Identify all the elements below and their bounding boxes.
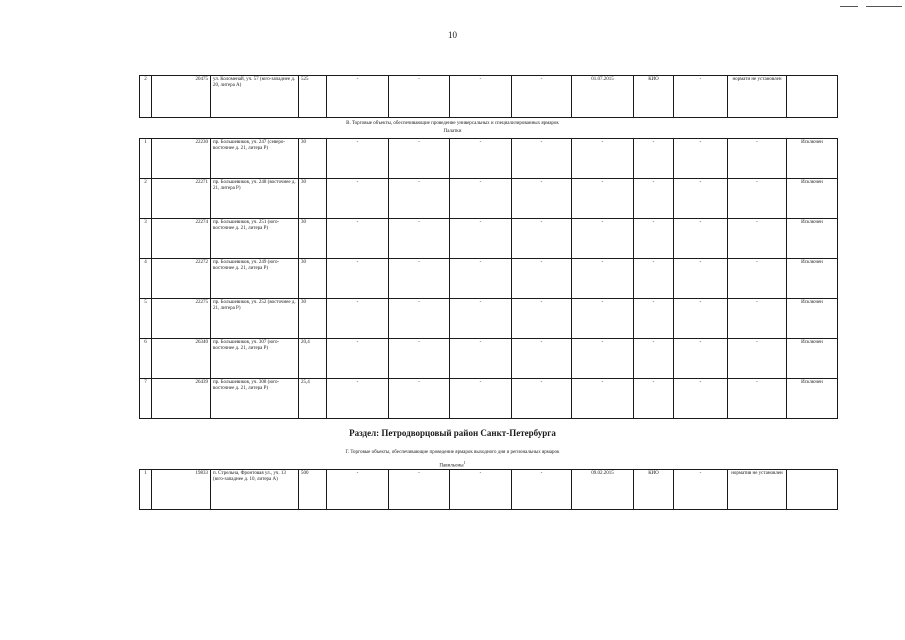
cell-org: КИО [634,470,674,510]
cell-col9: - [572,139,634,179]
table-row [140,259,838,299]
cell-col12: - [728,379,787,419]
cell-status: нормати не установлен [728,76,787,118]
table-b [139,138,838,419]
table-row [140,219,838,259]
footnote-marker: 1 [463,460,466,465]
cell-area: 30 [299,259,327,299]
cell-col9: - [572,259,634,299]
cell-id: 22272 [152,259,211,299]
cell-area: 525 [299,76,327,118]
cell-col6: - [389,259,450,299]
subcaption-c-text: Павильоны [439,463,464,469]
cell-col11: - [674,179,728,219]
cell-col10: - [634,339,674,379]
cell-no: 5 [140,299,152,339]
cell-col7: - [450,339,512,379]
cell-address: пр. Большевиков, уч. 249 (юго-восточнее д. 21, литера Р) [211,259,299,299]
cell-col5: - [327,139,389,179]
cell-col5: - [327,179,389,219]
cell-col7: - [450,299,512,339]
cell-area: 30 [299,179,327,219]
cell-col9: - [572,219,634,259]
cell-col8: - [512,139,572,179]
page-number: 10 [448,30,457,40]
cell-status: Исключен [787,179,838,219]
cell-col11: - [674,76,728,118]
cell-date: 01.07.2015 [572,76,634,118]
cell-col7: - [450,139,512,179]
cell-status: норматив не установлен [728,470,787,510]
cell-col6: - [389,470,450,510]
cell-col11: - [674,379,728,419]
cell-id: 22275 [152,299,211,339]
cell-id: 22230 [152,139,211,179]
cell-last [787,76,838,118]
cell-col12: - [728,139,787,179]
cell-col9: - [572,339,634,379]
subcaption-c [0,460,905,469]
cell-status: Исключен [787,139,838,179]
cell-date: 09.02.2015 [572,470,634,510]
cell-no: 4 [140,259,152,299]
cell-col10: - [634,139,674,179]
caption-b: В. Торговые объекты, обеспечивающие проведение универсальных и специализированных ярмарок [346,121,559,126]
cell-no: 2 [140,179,152,219]
cell-id: 19833 [152,470,211,510]
cell-address: пр. Большевиков, уч. 247 (северо-восточнее д. 21, литера Р) [211,139,299,179]
cell-col8: - [512,179,572,219]
cell-id: 20475 [152,76,211,118]
cell-status: Исключен [787,299,838,339]
cell-no: 7 [140,379,152,419]
table-row [140,76,838,118]
cell-no: 2 [140,76,152,118]
cell-area: 20,4 [299,339,327,379]
corner-rule-left [840,6,858,7]
cell-col9: - [572,299,634,339]
table-row [140,379,838,419]
cell-col6: - [389,219,450,259]
cell-status: Исключен [787,379,838,419]
cell-col9: - [572,179,634,219]
cell-col10: - [634,379,674,419]
corner-rule-right [866,6,902,7]
cell-col8: - [512,470,572,510]
cell-col7: - [450,219,512,259]
cell-col5: - [327,379,389,419]
cell-address: пр. Большевиков, уч. 307 (юго-восточнее д. 21, литера Р) [211,339,299,379]
cell-col11: - [674,139,728,179]
cell-address: п. Стрельна, Фронтовая ул., уч. 13 (юго-западнее д. 10, литера А) [211,470,299,510]
cell-id: 22271 [152,179,211,219]
cell-col8: - [512,339,572,379]
cell-col10: - [634,219,674,259]
table-a [139,75,838,118]
cell-status: Исключен [787,219,838,259]
cell-col11: - [674,219,728,259]
cell-col10: - [634,299,674,339]
cell-id: 26439 [152,379,211,419]
cell-address: пр. Большевиков, уч. 252 (восточнее д. 21, литера Р) [211,299,299,339]
cell-col7: - [450,179,512,219]
cell-col11: - [674,259,728,299]
cell-no: 6 [140,339,152,379]
cell-col6: - [389,139,450,179]
cell-col7: - [450,470,512,510]
table-row [140,179,838,219]
cell-address: пр. Большевиков, уч. 248 (восточнее д. 21, литера Р) [211,179,299,219]
cell-address: пр. Большевиков, уч. 308 (юго-восточнее д. 21, литера Р) [211,379,299,419]
cell-no: 1 [140,139,152,179]
subcaption-b: Палатки [443,129,462,134]
cell-last [787,470,838,510]
cell-col9: - [572,379,634,419]
cell-col5: - [327,339,389,379]
cell-col6: - [389,379,450,419]
cell-col5: - [327,470,389,510]
cell-col8: - [512,76,572,118]
cell-col8: - [512,259,572,299]
cell-col8: - [512,219,572,259]
cell-col6: - [389,76,450,118]
cell-col5: - [327,219,389,259]
cell-no: 1 [140,470,152,510]
cell-col12: - [728,259,787,299]
cell-col8: - [512,299,572,339]
cell-area: 25,4 [299,379,327,419]
cell-address: ул. Коломенай, уч. 57 (юго-западнее д. 20, литера А) [211,76,299,118]
cell-col12: - [728,299,787,339]
cell-area: 30 [299,299,327,339]
table-row [140,139,838,179]
cell-col10: - [634,179,674,219]
cell-col6: - [389,299,450,339]
caption-c: Г. Торговые объекты, обеспечивающие проведение ярмарок выходного дня и региональных ярмарок [345,450,560,455]
cell-col7: - [450,259,512,299]
table-row [140,339,838,379]
cell-area: 30 [299,139,327,179]
cell-col6: - [389,179,450,219]
cell-col7: - [450,379,512,419]
cell-status: Исключен [787,339,838,379]
cell-col6: - [389,339,450,379]
section-title: Раздел: Петродворцовый район Санкт-Петербурга [349,428,556,438]
cell-col5: - [327,76,389,118]
cell-col10: - [634,259,674,299]
cell-col12: - [728,339,787,379]
table-c [139,469,838,510]
cell-org: КИО [634,76,674,118]
cell-col7: - [450,76,512,118]
table-row [140,470,838,510]
cell-col12: - [728,219,787,259]
cell-no: 3 [140,219,152,259]
table-row [140,299,838,339]
cell-col8: - [512,379,572,419]
cell-area: 500 [299,470,327,510]
cell-col5: - [327,299,389,339]
cell-col5: - [327,259,389,299]
cell-address: пр. Большевиков, уч. 251 (юго-восточнее д. 21, литера Р) [211,219,299,259]
cell-col11: - [674,470,728,510]
cell-col11: - [674,339,728,379]
cell-id: 22274 [152,219,211,259]
cell-area: 30 [299,219,327,259]
cell-col11: - [674,299,728,339]
cell-col12: - [728,179,787,219]
cell-status: Исключен [787,259,838,299]
cell-id: 26340 [152,339,211,379]
